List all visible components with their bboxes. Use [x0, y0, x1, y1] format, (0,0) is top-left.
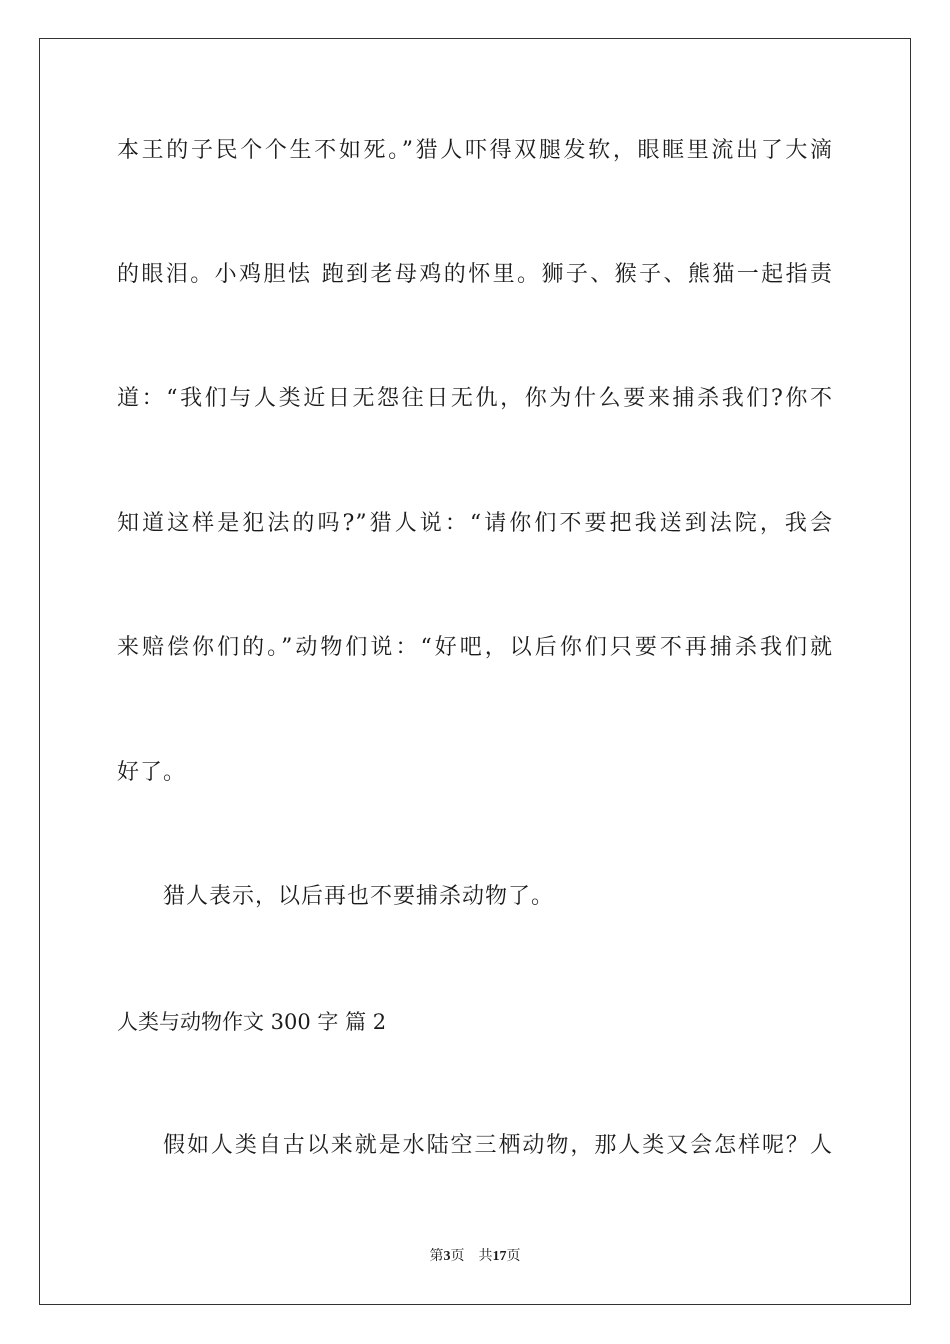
paragraph-line: 道：“我们与人类近日无怨往日无仇，你为什么要来捕杀我们?你不 — [117, 386, 833, 411]
page-footer — [0, 1247, 950, 1267]
paragraph-line: 知道这样是犯法的吗?”猎人说：“请你们不要把我送到法院，我会 — [117, 511, 833, 536]
paragraph-line: 假如人类自古以来就是水陆空三栖动物，那人类又会怎样呢？人 — [163, 1133, 833, 1158]
page-border — [39, 38, 911, 1305]
paragraph-line: 猎人表示，以后再也不要捕杀动物了。 — [163, 884, 555, 909]
paragraph-line: 好了。 — [117, 760, 187, 785]
page-suffix: 页 — [450, 1249, 465, 1264]
page-prefix: 第 — [429, 1249, 444, 1264]
paragraph-line: 本王的子民个个生不如死。”猎人吓得双腿发软，眼眶里流出了大滴 — [117, 138, 833, 163]
total-suffix: 页 — [506, 1249, 521, 1264]
section-heading: 人类与动物作文 300 字 篇 2 — [117, 1010, 387, 1034]
page-number: 3 — [443, 1249, 451, 1264]
total-pages: 17 — [492, 1249, 507, 1264]
total-prefix: 共 — [478, 1249, 493, 1264]
paragraph-line: 来赔偿你们的。”动物们说：“好吧，以后你们只要不再捕杀我们就 — [117, 635, 833, 660]
paragraph-line: 的眼泪。小鸡胆怯 跑到老母鸡的怀里。狮子、猴子、熊猫一起指责 — [117, 262, 833, 287]
